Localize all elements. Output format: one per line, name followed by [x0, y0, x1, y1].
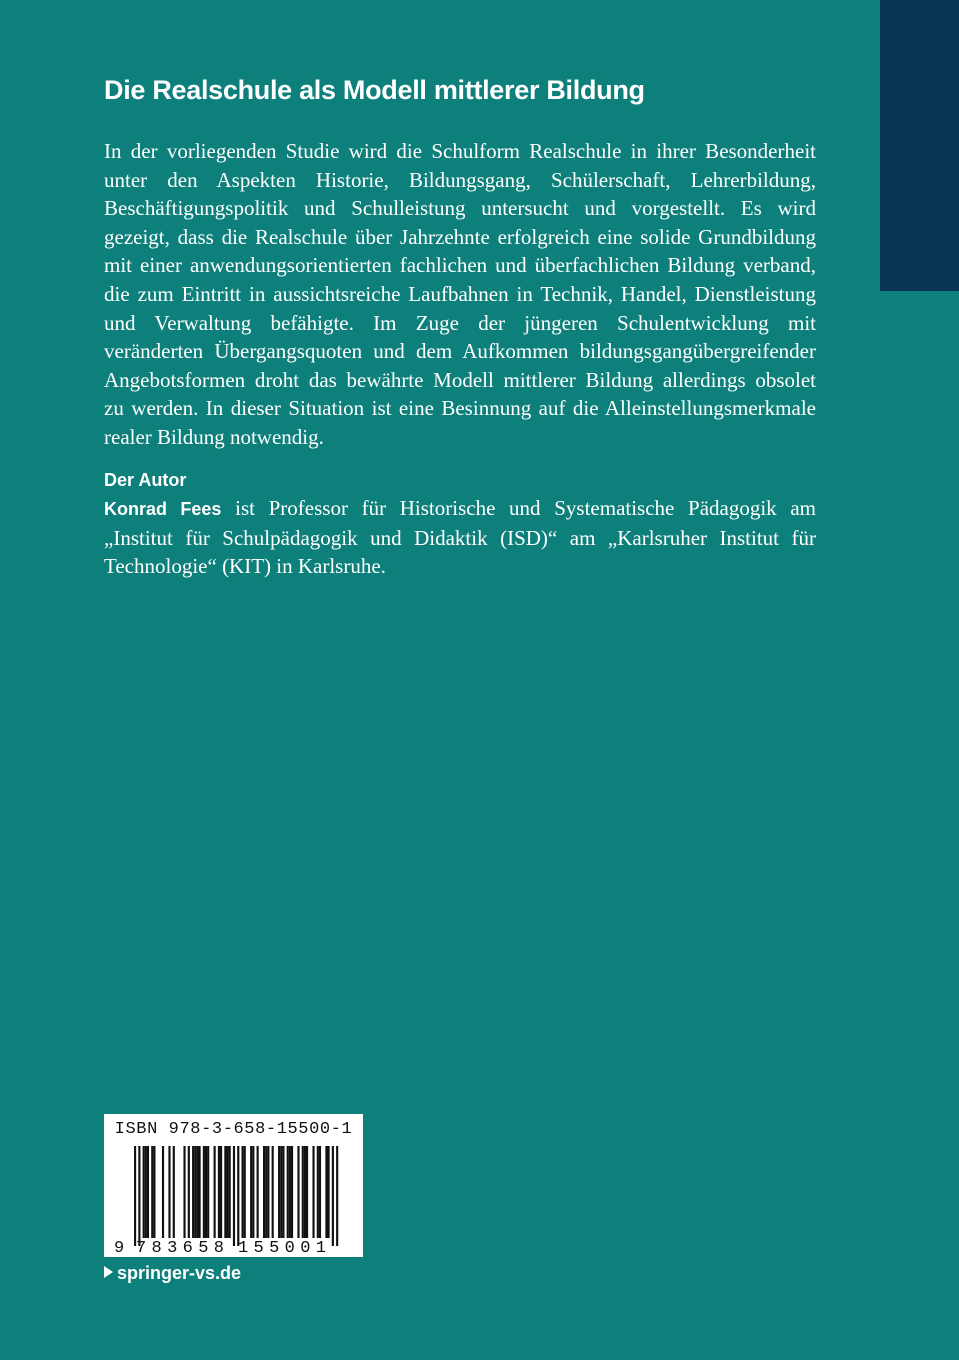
- description-line: veränderten Übergangsquoten und dem Aufkommen bildungsgangübergreifender: [104, 339, 816, 364]
- barcode-bar: [244, 1146, 246, 1238]
- ean-right-digits: 155001: [238, 1239, 326, 1257]
- isbn-barcode: [104, 1114, 363, 1257]
- description-line: und Verwaltung befähigte. Im Zuge der jüngeren Schulentwicklung mit: [104, 310, 816, 335]
- barcode-bar: [214, 1146, 216, 1238]
- ean-left-digits: 783658: [136, 1239, 224, 1257]
- barcode-bar: [153, 1146, 155, 1238]
- barcode-bar: [297, 1146, 299, 1238]
- barcode-bar: [147, 1146, 149, 1238]
- barcode-bar: [291, 1146, 293, 1238]
- barcode-bar: [306, 1146, 308, 1238]
- barcode-guard-bar: [134, 1146, 136, 1246]
- book-description: [104, 137, 816, 452]
- barcode-bar: [302, 1146, 304, 1238]
- description-line: zu werden. In dieser Situation ist eine Besinnung auf die Alleinstellungsmerkmale: [104, 396, 816, 421]
- barcode-bar: [317, 1146, 319, 1238]
- barcode-guard-bar: [237, 1146, 239, 1246]
- barcode-bar: [252, 1146, 254, 1238]
- triangle-right-icon: [104, 1266, 113, 1278]
- barcode-bar: [196, 1146, 198, 1238]
- barcode-bar: [265, 1146, 267, 1238]
- author-bio-line: [104, 494, 816, 524]
- barcode-bar: [220, 1146, 222, 1238]
- description-line: In der vorliegenden Studie wird die Schulform Realschule in ihrer Besonderheit: [104, 139, 816, 163]
- barcode-bar: [205, 1146, 207, 1238]
- description-line: mit einer anwendungsorientierten fachlichen und überfachlichen Bildung verband,: [104, 253, 816, 278]
- book-title: Die Realschule als Modell mittlerer Bildung: [104, 75, 645, 105]
- barcode-bar: [312, 1146, 314, 1238]
- barcode-bar: [304, 1146, 306, 1238]
- barcode-bar: [199, 1146, 201, 1238]
- description-line: gezeigt, dass die Realschule über Jahrzehnte erfolgreich eine solide Grundbildung: [104, 224, 816, 249]
- author-bio-line: „Institut für Schulpädagogik und Didaktik (ISD)“ am „Karlsruher Institut für: [104, 525, 816, 550]
- barcode-bar: [218, 1146, 220, 1238]
- barcode-bar: [282, 1146, 284, 1238]
- barcode-bar: [263, 1146, 265, 1238]
- publisher-url: springer-vs.de: [117, 1263, 242, 1283]
- barcode-guard-bar: [336, 1146, 338, 1246]
- barcode-bar: [280, 1146, 282, 1238]
- barcode-bar: [272, 1146, 274, 1238]
- publisher-link[interactable]: [104, 1261, 241, 1285]
- author-bio: [104, 494, 816, 581]
- barcode-bar: [194, 1146, 196, 1238]
- barcode-bar: [226, 1146, 228, 1238]
- author-heading: Der Autor: [104, 470, 187, 490]
- barcode-bar: [192, 1146, 194, 1238]
- decorative-side-band: [880, 0, 959, 291]
- barcode-bar: [267, 1146, 269, 1238]
- barcode-bar: [257, 1146, 259, 1238]
- barcode-bar: [162, 1146, 164, 1238]
- description-line: Beschäftigungspolitik und Schulleistung untersucht und vorgestellt. Es wird: [104, 196, 816, 221]
- barcode-guard-bar: [332, 1146, 334, 1246]
- description-line: realer Bildung notwendig.: [104, 424, 324, 449]
- barcode-bar: [143, 1146, 145, 1238]
- barcode-bar: [207, 1146, 209, 1238]
- barcode-bar: [278, 1146, 280, 1238]
- barcode-bar: [328, 1146, 330, 1238]
- author-bio-text: ist Professor für Historische und Systematische Pädagogik am: [221, 496, 817, 520]
- barcode-bar: [242, 1146, 244, 1238]
- barcode-bar: [168, 1146, 170, 1238]
- barcode-bar: [287, 1146, 289, 1238]
- barcode-bar: [145, 1146, 147, 1238]
- barcode-bar: [151, 1146, 153, 1238]
- barcode-bar: [325, 1146, 327, 1238]
- barcode-bar: [289, 1146, 291, 1238]
- ean-first-digit: 9: [114, 1239, 125, 1257]
- barcode-bar: [224, 1146, 226, 1238]
- description-line: unter den Aspekten Historie, Bildungsgang, Schülerschaft, Lehrerbildung,: [104, 167, 816, 192]
- barcode-graphic: [104, 1114, 363, 1257]
- barcode-guard-bar: [138, 1146, 140, 1246]
- isbn-label: ISBN 978-3-658-15500-1: [114, 1120, 353, 1139]
- author-bio-line: Technologie“ (KIT) in Karlsruhe.: [104, 554, 386, 579]
- barcode-bar: [188, 1146, 190, 1238]
- barcode-bar: [319, 1146, 321, 1238]
- description-line: die zum Eintritt in aussichtsreiche Laufbahnen in Technik, Handel, Dienstleistung: [104, 281, 816, 306]
- barcode-bar: [183, 1146, 185, 1238]
- barcode-bar: [203, 1146, 205, 1238]
- barcode-bars: [134, 1146, 338, 1246]
- barcode-bar: [250, 1146, 252, 1238]
- barcode-guard-bar: [233, 1146, 235, 1246]
- barcode-bar: [229, 1146, 231, 1238]
- author-name: Konrad Fees: [104, 499, 222, 519]
- barcode-bar: [173, 1146, 175, 1238]
- description-line: Angebotsformen droht das bewährte Modell mittlerer Bildung allerdings obsolet: [104, 367, 816, 392]
